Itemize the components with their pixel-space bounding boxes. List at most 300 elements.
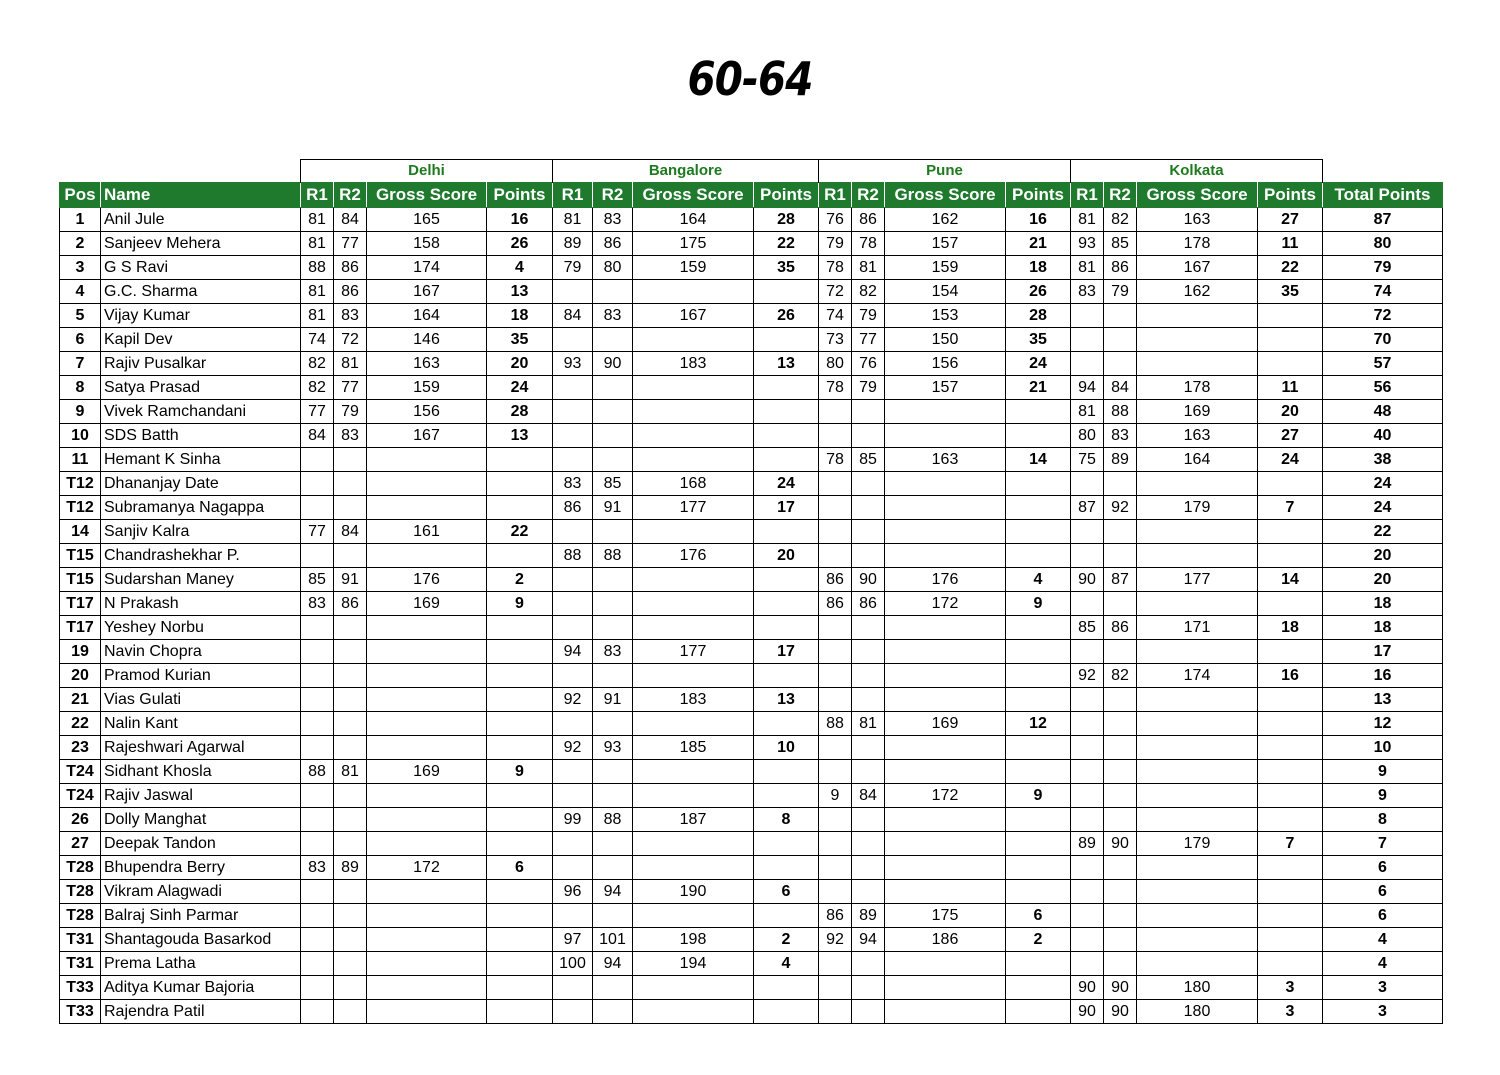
cell-name: Anil Jule	[101, 208, 301, 232]
cell-total-points: 10	[1323, 736, 1443, 760]
cell-kolkata-r2: 85	[1104, 232, 1137, 256]
cell-kolkata-points	[1258, 544, 1323, 568]
cell-kolkata-r2	[1104, 472, 1137, 496]
cell-bangalore-r1: 92	[553, 736, 593, 760]
cell-delhi-r2	[334, 880, 367, 904]
cell-bangalore-r1	[553, 856, 593, 880]
cell-name: Aditya Kumar Bajoria	[101, 976, 301, 1000]
cell-kolkata-gross	[1137, 304, 1258, 328]
cell-name: G.C. Sharma	[101, 280, 301, 304]
cell-kolkata-r2	[1104, 760, 1137, 784]
cell-kolkata-points	[1258, 856, 1323, 880]
cell-pune-r2	[852, 736, 885, 760]
cell-delhi-r1: 85	[301, 568, 334, 592]
cell-delhi-gross: 159	[367, 376, 487, 400]
cell-delhi-gross	[367, 448, 487, 472]
cell-delhi-gross: 174	[367, 256, 487, 280]
cell-name: Deepak Tandon	[101, 832, 301, 856]
cell-bangalore-points: 13	[754, 688, 819, 712]
cell-delhi-r1	[301, 880, 334, 904]
venue-delhi: Delhi	[301, 160, 553, 183]
cell-kolkata-r1	[1071, 472, 1104, 496]
cell-name: Bhupendra Berry	[101, 856, 301, 880]
header-r1: R1	[1071, 183, 1104, 208]
cell-bangalore-points	[754, 832, 819, 856]
cell-bangalore-r2	[593, 1000, 633, 1024]
cell-pos: T17	[60, 616, 101, 640]
cell-bangalore-points: 28	[754, 208, 819, 232]
cell-bangalore-gross	[633, 448, 754, 472]
cell-bangalore-r2: 83	[593, 208, 633, 232]
cell-delhi-r2	[334, 976, 367, 1000]
cell-pos: 3	[60, 256, 101, 280]
cell-kolkata-r1: 81	[1071, 400, 1104, 424]
cell-delhi-r1: 74	[301, 328, 334, 352]
cell-kolkata-r2: 92	[1104, 496, 1137, 520]
cell-kolkata-points: 7	[1258, 832, 1323, 856]
cell-delhi-points	[487, 448, 553, 472]
cell-kolkata-points	[1258, 736, 1323, 760]
cell-bangalore-r1	[553, 400, 593, 424]
cell-bangalore-r2	[593, 712, 633, 736]
cell-delhi-r1	[301, 496, 334, 520]
cell-bangalore-gross	[633, 976, 754, 1000]
cell-delhi-r1: 83	[301, 592, 334, 616]
cell-bangalore-points	[754, 784, 819, 808]
cell-pune-r1	[819, 880, 852, 904]
cell-bangalore-r1: 88	[553, 544, 593, 568]
cell-pos: T24	[60, 784, 101, 808]
cell-kolkata-gross: 180	[1137, 976, 1258, 1000]
table-row	[60, 568, 1443, 592]
cell-kolkata-r1	[1071, 856, 1104, 880]
cell-delhi-r2: 83	[334, 304, 367, 328]
cell-delhi-r2	[334, 904, 367, 928]
cell-name: Navin Chopra	[101, 640, 301, 664]
cell-kolkata-gross	[1137, 856, 1258, 880]
cell-pune-points	[1006, 1000, 1071, 1024]
cell-pune-r1	[819, 952, 852, 976]
cell-delhi-points	[487, 904, 553, 928]
cell-total-points: 20	[1323, 568, 1443, 592]
cell-kolkata-r1: 92	[1071, 664, 1104, 688]
cell-delhi-points	[487, 712, 553, 736]
cell-total-points: 56	[1323, 376, 1443, 400]
cell-pune-r2: 78	[852, 232, 885, 256]
cell-kolkata-gross	[1137, 592, 1258, 616]
cell-pune-points: 21	[1006, 376, 1071, 400]
cell-kolkata-gross	[1137, 760, 1258, 784]
cell-pune-points	[1006, 856, 1071, 880]
cell-delhi-gross	[367, 808, 487, 832]
cell-bangalore-r1: 94	[553, 640, 593, 664]
cell-bangalore-gross: 168	[633, 472, 754, 496]
cell-kolkata-gross	[1137, 880, 1258, 904]
cell-pune-r2	[852, 520, 885, 544]
cell-bangalore-r2: 94	[593, 952, 633, 976]
cell-kolkata-r2	[1104, 688, 1137, 712]
cell-pune-r2: 82	[852, 280, 885, 304]
cell-pune-points	[1006, 424, 1071, 448]
cell-delhi-gross	[367, 496, 487, 520]
header-r1: R1	[553, 183, 593, 208]
page-title: 60-64	[687, 52, 813, 106]
table-row	[60, 688, 1443, 712]
cell-kolkata-points: 24	[1258, 448, 1323, 472]
cell-delhi-r1: 81	[301, 304, 334, 328]
venue-spacer	[1323, 160, 1443, 183]
cell-bangalore-r1: 86	[553, 496, 593, 520]
table-row	[60, 328, 1443, 352]
cell-kolkata-points	[1258, 904, 1323, 928]
cell-delhi-r1	[301, 784, 334, 808]
cell-total-points: 18	[1323, 592, 1443, 616]
cell-pune-r1	[819, 856, 852, 880]
cell-pune-r1: 74	[819, 304, 852, 328]
cell-delhi-r2: 84	[334, 208, 367, 232]
cell-kolkata-r2	[1104, 520, 1137, 544]
cell-bangalore-points	[754, 424, 819, 448]
header-r1: R1	[819, 183, 852, 208]
cell-name: Vivek Ramchandani	[101, 400, 301, 424]
cell-bangalore-r2: 93	[593, 736, 633, 760]
cell-kolkata-points	[1258, 928, 1323, 952]
header-gross-score: Gross Score	[367, 183, 487, 208]
cell-kolkata-r1	[1071, 928, 1104, 952]
cell-pos: 22	[60, 712, 101, 736]
cell-name: Nalin Kant	[101, 712, 301, 736]
cell-kolkata-r2	[1104, 352, 1137, 376]
cell-pune-r2: 81	[852, 712, 885, 736]
cell-pune-r2: 85	[852, 448, 885, 472]
cell-pune-r2: 84	[852, 784, 885, 808]
cell-kolkata-points	[1258, 784, 1323, 808]
cell-pos: 9	[60, 400, 101, 424]
cell-pos: T33	[60, 976, 101, 1000]
cell-kolkata-gross: 169	[1137, 400, 1258, 424]
cell-bangalore-r2: 85	[593, 472, 633, 496]
cell-delhi-r2: 77	[334, 232, 367, 256]
cell-kolkata-gross: 164	[1137, 448, 1258, 472]
table-row	[60, 952, 1443, 976]
cell-kolkata-r1: 90	[1071, 568, 1104, 592]
cell-bangalore-r1	[553, 784, 593, 808]
cell-bangalore-points	[754, 856, 819, 880]
header-gross-score: Gross Score	[1137, 183, 1258, 208]
cell-pune-gross	[885, 688, 1006, 712]
cell-kolkata-r2	[1104, 856, 1137, 880]
cell-pune-gross: 157	[885, 376, 1006, 400]
cell-delhi-r1	[301, 472, 334, 496]
cell-kolkata-r1: 93	[1071, 232, 1104, 256]
cell-total-points: 4	[1323, 928, 1443, 952]
cell-total-points: 57	[1323, 352, 1443, 376]
cell-delhi-r2: 83	[334, 424, 367, 448]
cell-kolkata-gross	[1137, 712, 1258, 736]
cell-delhi-r2	[334, 472, 367, 496]
cell-kolkata-gross	[1137, 472, 1258, 496]
table-row	[60, 256, 1443, 280]
cell-delhi-points: 9	[487, 592, 553, 616]
cell-kolkata-points: 35	[1258, 280, 1323, 304]
cell-bangalore-gross	[633, 520, 754, 544]
cell-pune-r1: 9	[819, 784, 852, 808]
cell-delhi-gross	[367, 976, 487, 1000]
cell-bangalore-gross	[633, 592, 754, 616]
cell-kolkata-r1	[1071, 304, 1104, 328]
cell-pune-gross: 172	[885, 592, 1006, 616]
cell-pune-points	[1006, 880, 1071, 904]
cell-total-points: 40	[1323, 424, 1443, 448]
table-row	[60, 880, 1443, 904]
cell-bangalore-points: 4	[754, 952, 819, 976]
cell-bangalore-r2	[593, 424, 633, 448]
cell-kolkata-gross	[1137, 688, 1258, 712]
cell-bangalore-points	[754, 592, 819, 616]
cell-bangalore-points: 13	[754, 352, 819, 376]
cell-delhi-gross	[367, 832, 487, 856]
cell-delhi-points: 13	[487, 424, 553, 448]
table-row	[60, 808, 1443, 832]
cell-bangalore-r1	[553, 616, 593, 640]
cell-pune-r1: 76	[819, 208, 852, 232]
cell-total-points: 18	[1323, 616, 1443, 640]
cell-pune-r2: 79	[852, 304, 885, 328]
cell-pos: 4	[60, 280, 101, 304]
cell-bangalore-r2	[593, 904, 633, 928]
cell-bangalore-points	[754, 520, 819, 544]
table-row	[60, 448, 1443, 472]
cell-pune-r2	[852, 616, 885, 640]
cell-pune-r1	[819, 472, 852, 496]
cell-bangalore-r1	[553, 1000, 593, 1024]
cell-pune-points	[1006, 664, 1071, 688]
table-row	[60, 400, 1443, 424]
cell-delhi-r2	[334, 664, 367, 688]
cell-pune-gross	[885, 400, 1006, 424]
cell-pune-gross	[885, 952, 1006, 976]
cell-bangalore-points	[754, 1000, 819, 1024]
cell-bangalore-r1: 99	[553, 808, 593, 832]
cell-pos: T28	[60, 904, 101, 928]
cell-delhi-points: 35	[487, 328, 553, 352]
cell-kolkata-gross	[1137, 904, 1258, 928]
cell-pune-points: 2	[1006, 928, 1071, 952]
cell-kolkata-gross: 163	[1137, 424, 1258, 448]
cell-bangalore-gross: 187	[633, 808, 754, 832]
cell-pune-points	[1006, 400, 1071, 424]
cell-pune-gross	[885, 736, 1006, 760]
cell-delhi-r1: 81	[301, 208, 334, 232]
cell-pune-r2: 86	[852, 592, 885, 616]
cell-delhi-r2: 77	[334, 376, 367, 400]
table-row	[60, 784, 1443, 808]
cell-kolkata-gross: 179	[1137, 832, 1258, 856]
cell-pune-gross: 154	[885, 280, 1006, 304]
cell-pos: 11	[60, 448, 101, 472]
cell-kolkata-r2: 90	[1104, 1000, 1137, 1024]
cell-bangalore-gross: 183	[633, 688, 754, 712]
cell-delhi-points	[487, 976, 553, 1000]
cell-pune-points	[1006, 760, 1071, 784]
cell-delhi-r1	[301, 952, 334, 976]
cell-delhi-gross: 169	[367, 760, 487, 784]
cell-name: Rajeshwari Agarwal	[101, 736, 301, 760]
cell-delhi-points	[487, 736, 553, 760]
cell-pune-r2	[852, 424, 885, 448]
cell-pune-r1: 78	[819, 376, 852, 400]
cell-pos: T31	[60, 928, 101, 952]
cell-pos: T17	[60, 592, 101, 616]
cell-bangalore-gross: 194	[633, 952, 754, 976]
cell-bangalore-r1	[553, 904, 593, 928]
cell-pune-r1	[819, 400, 852, 424]
venue-kolkata: Kolkata	[1071, 160, 1323, 183]
cell-bangalore-r2	[593, 568, 633, 592]
cell-bangalore-r1	[553, 424, 593, 448]
cell-kolkata-r1: 90	[1071, 1000, 1104, 1024]
cell-kolkata-points: 27	[1258, 208, 1323, 232]
cell-bangalore-r2	[593, 856, 633, 880]
cell-pune-gross: 157	[885, 232, 1006, 256]
cell-bangalore-r2: 83	[593, 640, 633, 664]
cell-kolkata-points	[1258, 520, 1323, 544]
cell-bangalore-points: 6	[754, 880, 819, 904]
cell-pune-points	[1006, 832, 1071, 856]
cell-pos: T33	[60, 1000, 101, 1024]
cell-kolkata-r2: 89	[1104, 448, 1137, 472]
cell-pune-points	[1006, 952, 1071, 976]
cell-delhi-gross	[367, 736, 487, 760]
cell-delhi-r2: 81	[334, 760, 367, 784]
cell-bangalore-points: 17	[754, 640, 819, 664]
cell-delhi-points: 2	[487, 568, 553, 592]
cell-delhi-r1: 77	[301, 520, 334, 544]
cell-delhi-gross	[367, 1000, 487, 1024]
cell-bangalore-gross: 177	[633, 496, 754, 520]
cell-pune-r1	[819, 808, 852, 832]
cell-kolkata-gross	[1137, 784, 1258, 808]
cell-bangalore-r2: 91	[593, 688, 633, 712]
cell-bangalore-gross	[633, 832, 754, 856]
cell-pune-points	[1006, 976, 1071, 1000]
table-row	[60, 856, 1443, 880]
cell-bangalore-gross	[633, 376, 754, 400]
cell-bangalore-gross: 159	[633, 256, 754, 280]
standings-table	[59, 159, 1443, 1024]
cell-kolkata-gross: 177	[1137, 568, 1258, 592]
cell-bangalore-gross	[633, 712, 754, 736]
cell-delhi-points	[487, 544, 553, 568]
cell-kolkata-r1: 87	[1071, 496, 1104, 520]
cell-bangalore-r2	[593, 760, 633, 784]
cell-pune-points: 6	[1006, 904, 1071, 928]
cell-total-points: 6	[1323, 856, 1443, 880]
cell-pune-r2	[852, 544, 885, 568]
cell-bangalore-points	[754, 616, 819, 640]
cell-pune-gross: 186	[885, 928, 1006, 952]
cell-total-points: 12	[1323, 712, 1443, 736]
cell-pune-points	[1006, 688, 1071, 712]
cell-bangalore-points	[754, 568, 819, 592]
cell-bangalore-r2	[593, 328, 633, 352]
cell-bangalore-gross: 185	[633, 736, 754, 760]
cell-bangalore-gross	[633, 400, 754, 424]
cell-delhi-r1	[301, 640, 334, 664]
cell-pune-gross	[885, 520, 1006, 544]
cell-delhi-r1: 82	[301, 376, 334, 400]
cell-bangalore-gross	[633, 856, 754, 880]
cell-kolkata-points: 16	[1258, 664, 1323, 688]
cell-kolkata-points	[1258, 952, 1323, 976]
cell-bangalore-r1	[553, 832, 593, 856]
cell-kolkata-points: 18	[1258, 616, 1323, 640]
cell-pune-points	[1006, 616, 1071, 640]
cell-pune-points	[1006, 472, 1071, 496]
cell-kolkata-points: 3	[1258, 1000, 1323, 1024]
cell-pune-points	[1006, 496, 1071, 520]
cell-name: Rajiv Jaswal	[101, 784, 301, 808]
cell-bangalore-points: 2	[754, 928, 819, 952]
cell-delhi-points	[487, 664, 553, 688]
cell-delhi-gross: 164	[367, 304, 487, 328]
cell-kolkata-r1	[1071, 688, 1104, 712]
cell-kolkata-gross: 162	[1137, 280, 1258, 304]
cell-kolkata-r1	[1071, 952, 1104, 976]
cell-pune-points: 14	[1006, 448, 1071, 472]
cell-bangalore-r1	[553, 280, 593, 304]
table-row	[60, 232, 1443, 256]
cell-delhi-r2	[334, 952, 367, 976]
cell-pune-points: 9	[1006, 592, 1071, 616]
cell-delhi-points	[487, 808, 553, 832]
cell-bangalore-r2: 88	[593, 544, 633, 568]
cell-delhi-r1: 84	[301, 424, 334, 448]
cell-kolkata-r2	[1104, 736, 1137, 760]
table-row	[60, 736, 1443, 760]
cell-pune-gross: 172	[885, 784, 1006, 808]
cell-delhi-r1	[301, 736, 334, 760]
cell-bangalore-r1: 100	[553, 952, 593, 976]
cell-bangalore-r2: 90	[593, 352, 633, 376]
cell-delhi-gross: 146	[367, 328, 487, 352]
header-r2: R2	[593, 183, 633, 208]
cell-bangalore-gross: 164	[633, 208, 754, 232]
cell-delhi-gross	[367, 640, 487, 664]
cell-pune-r2	[852, 1000, 885, 1024]
cell-bangalore-r1: 83	[553, 472, 593, 496]
table-row	[60, 496, 1443, 520]
cell-name: Sanjeev Mehera	[101, 232, 301, 256]
cell-kolkata-points	[1258, 808, 1323, 832]
cell-name: Vias Gulati	[101, 688, 301, 712]
cell-delhi-points: 16	[487, 208, 553, 232]
cell-pos: T12	[60, 472, 101, 496]
cell-pos: 5	[60, 304, 101, 328]
cell-pune-points: 24	[1006, 352, 1071, 376]
cell-total-points: 24	[1323, 496, 1443, 520]
cell-name: Hemant K Sinha	[101, 448, 301, 472]
cell-bangalore-r2	[593, 280, 633, 304]
cell-pune-gross	[885, 856, 1006, 880]
cell-kolkata-r2: 83	[1104, 424, 1137, 448]
cell-kolkata-r1: 81	[1071, 256, 1104, 280]
cell-bangalore-points: 10	[754, 736, 819, 760]
cell-kolkata-points	[1258, 352, 1323, 376]
cell-delhi-r2	[334, 832, 367, 856]
cell-kolkata-r2	[1104, 712, 1137, 736]
cell-bangalore-points	[754, 712, 819, 736]
